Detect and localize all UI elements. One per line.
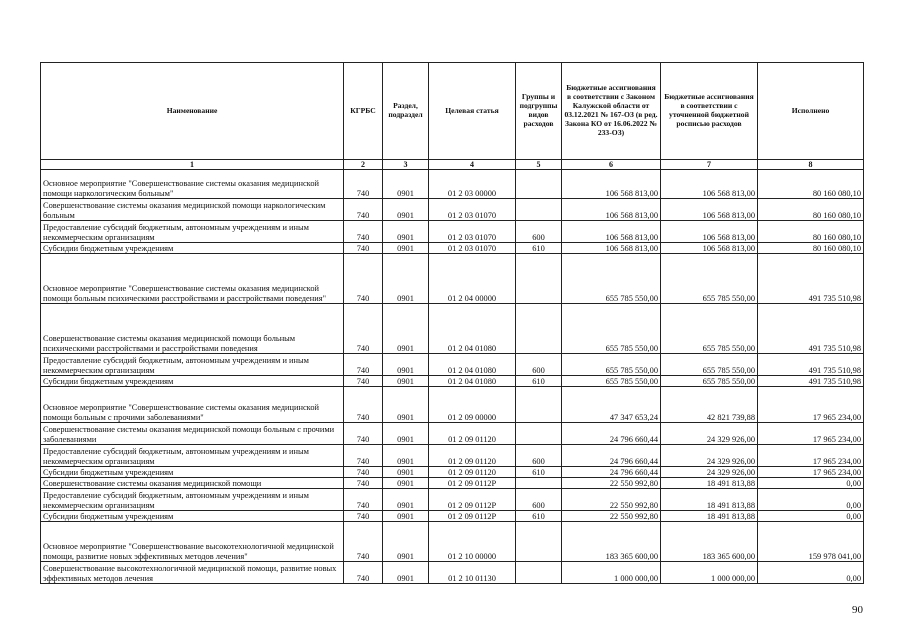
column-number: 5 bbox=[516, 160, 562, 170]
row-kgrbs: 740 bbox=[344, 376, 383, 387]
row-executed: 80 160 080,10 bbox=[758, 170, 864, 199]
row-executed: 491 735 510,98 bbox=[758, 376, 864, 387]
row-section: 0901 bbox=[383, 170, 429, 199]
header-name: Наименование bbox=[41, 63, 344, 160]
column-number-row bbox=[41, 160, 864, 170]
row-name: Совершенствование системы оказания медицинской помощи наркологическим больным bbox=[41, 199, 344, 221]
row-name: Основное мероприятие "Совершенствование системы оказания медицинской помощи наркологическим больным" bbox=[41, 170, 344, 199]
row-law-allocation: 106 568 813,00 bbox=[562, 170, 661, 199]
row-target: 01 2 09 01120 bbox=[429, 467, 516, 478]
row-target: 01 2 03 01070 bbox=[429, 221, 516, 243]
column-number: 7 bbox=[661, 160, 758, 170]
row-executed: 0,00 bbox=[758, 478, 864, 489]
row-kgrbs: 740 bbox=[344, 467, 383, 478]
row-refined-allocation: 1 000 000,00 bbox=[661, 562, 758, 584]
row-law-allocation: 24 796 660,44 bbox=[562, 445, 661, 467]
row-refined-allocation: 106 568 813,00 bbox=[661, 243, 758, 254]
row-executed: 159 978 041,00 bbox=[758, 522, 864, 562]
table-row bbox=[41, 467, 864, 478]
row-law-allocation: 24 796 660,44 bbox=[562, 423, 661, 445]
row-section: 0901 bbox=[383, 199, 429, 221]
row-target: 01 2 03 00000 bbox=[429, 170, 516, 199]
row-kgrbs: 740 bbox=[344, 478, 383, 489]
header-groups: Группы и подгруппы видов расходов bbox=[516, 63, 562, 160]
row-name: Предоставление субсидий бюджетным, автономным учреждениям и иным некоммерческим организациям bbox=[41, 221, 344, 243]
row-law-allocation: 22 550 992,80 bbox=[562, 478, 661, 489]
row-group bbox=[516, 199, 562, 221]
row-kgrbs: 740 bbox=[344, 199, 383, 221]
row-group: 600 bbox=[516, 221, 562, 243]
row-law-allocation: 47 347 653,24 bbox=[562, 387, 661, 423]
row-law-allocation: 24 796 660,44 bbox=[562, 467, 661, 478]
row-refined-allocation: 18 491 813,88 bbox=[661, 489, 758, 511]
row-kgrbs: 740 bbox=[344, 489, 383, 511]
row-kgrbs: 740 bbox=[344, 243, 383, 254]
table-row bbox=[41, 221, 864, 243]
row-name: Совершенствование системы оказания медицинской помощи больным с прочими заболеваниями bbox=[41, 423, 344, 445]
row-group: 610 bbox=[516, 467, 562, 478]
row-refined-allocation: 183 365 600,00 bbox=[661, 522, 758, 562]
row-law-allocation: 106 568 813,00 bbox=[562, 199, 661, 221]
row-section: 0901 bbox=[383, 376, 429, 387]
row-executed: 0,00 bbox=[758, 562, 864, 584]
table-row bbox=[41, 354, 864, 376]
row-group bbox=[516, 562, 562, 584]
row-target: 01 2 09 0112Р bbox=[429, 489, 516, 511]
row-name: Предоставление субсидий бюджетным, автономным учреждениям и иным некоммерческим организациям bbox=[41, 445, 344, 467]
table-body bbox=[41, 170, 864, 584]
row-law-allocation: 106 568 813,00 bbox=[562, 243, 661, 254]
row-section: 0901 bbox=[383, 445, 429, 467]
table-row bbox=[41, 304, 864, 354]
page-number: 90 bbox=[852, 604, 863, 616]
column-number: 3 bbox=[383, 160, 429, 170]
header-section: Раздел, подраздел bbox=[383, 63, 429, 160]
row-refined-allocation: 655 785 550,00 bbox=[661, 254, 758, 304]
row-section: 0901 bbox=[383, 467, 429, 478]
row-group: 610 bbox=[516, 376, 562, 387]
row-target: 01 2 09 00000 bbox=[429, 387, 516, 423]
row-group: 600 bbox=[516, 354, 562, 376]
row-section: 0901 bbox=[383, 304, 429, 354]
row-group bbox=[516, 170, 562, 199]
row-refined-allocation: 42 821 739,88 bbox=[661, 387, 758, 423]
row-refined-allocation: 655 785 550,00 bbox=[661, 304, 758, 354]
row-target: 01 2 09 0112Р bbox=[429, 478, 516, 489]
row-executed: 17 965 234,00 bbox=[758, 445, 864, 467]
column-number: 8 bbox=[758, 160, 864, 170]
row-section: 0901 bbox=[383, 354, 429, 376]
row-kgrbs: 740 bbox=[344, 170, 383, 199]
table-row bbox=[41, 387, 864, 423]
row-executed: 491 735 510,98 bbox=[758, 254, 864, 304]
header-refined-allocations: Бюджетные ассигнования в соответствии с уточненной бюджетной росписью расходов bbox=[661, 63, 758, 160]
row-target: 01 2 04 01080 bbox=[429, 304, 516, 354]
row-name: Совершенствование высокотехнологичной медицинской помощи, развитие новых эффективных методов лечения bbox=[41, 562, 344, 584]
row-section: 0901 bbox=[383, 489, 429, 511]
row-section: 0901 bbox=[383, 511, 429, 522]
table-row bbox=[41, 199, 864, 221]
row-executed: 17 965 234,00 bbox=[758, 423, 864, 445]
row-kgrbs: 740 bbox=[344, 304, 383, 354]
row-group: 610 bbox=[516, 511, 562, 522]
row-executed: 80 160 080,10 bbox=[758, 199, 864, 221]
row-name: Основное мероприятие "Совершенствование системы оказания медицинской помощи больным с прочими заболеваниями" bbox=[41, 387, 344, 423]
row-kgrbs: 740 bbox=[344, 221, 383, 243]
table-row bbox=[41, 522, 864, 562]
row-kgrbs: 740 bbox=[344, 562, 383, 584]
table-row bbox=[41, 376, 864, 387]
header-row bbox=[41, 63, 864, 160]
row-group: 600 bbox=[516, 445, 562, 467]
row-group: 600 bbox=[516, 489, 562, 511]
row-refined-allocation: 655 785 550,00 bbox=[661, 376, 758, 387]
row-refined-allocation: 106 568 813,00 bbox=[661, 199, 758, 221]
column-number: 4 bbox=[429, 160, 516, 170]
row-executed: 80 160 080,10 bbox=[758, 243, 864, 254]
row-law-allocation: 655 785 550,00 bbox=[562, 304, 661, 354]
row-refined-allocation: 106 568 813,00 bbox=[661, 170, 758, 199]
row-executed: 17 965 234,00 bbox=[758, 387, 864, 423]
row-refined-allocation: 24 329 926,00 bbox=[661, 423, 758, 445]
row-name: Совершенствование системы оказания медицинской помощи больным психическими расстройствами и расстройствами поведения bbox=[41, 304, 344, 354]
row-target: 01 2 04 01080 bbox=[429, 376, 516, 387]
header-target: Целевая статья bbox=[429, 63, 516, 160]
row-name: Совершенствование системы оказания медицинской помощи bbox=[41, 478, 344, 489]
row-refined-allocation: 106 568 813,00 bbox=[661, 221, 758, 243]
row-law-allocation: 22 550 992,80 bbox=[562, 511, 661, 522]
row-law-allocation: 22 550 992,80 bbox=[562, 489, 661, 511]
header-executed: Исполнено bbox=[758, 63, 864, 160]
row-refined-allocation: 24 329 926,00 bbox=[661, 467, 758, 478]
table-row bbox=[41, 423, 864, 445]
row-kgrbs: 740 bbox=[344, 254, 383, 304]
row-group bbox=[516, 423, 562, 445]
row-group bbox=[516, 387, 562, 423]
row-target: 01 2 09 0112Р bbox=[429, 511, 516, 522]
row-name: Основное мероприятие "Совершенствование системы оказания медицинской помощи больным психическими расстройствами и расстройствами поведения" bbox=[41, 254, 344, 304]
row-law-allocation: 106 568 813,00 bbox=[562, 221, 661, 243]
table-row bbox=[41, 243, 864, 254]
header-kgrbs: КГРБС bbox=[344, 63, 383, 160]
row-law-allocation: 655 785 550,00 bbox=[562, 376, 661, 387]
row-name: Предоставление субсидий бюджетным, автономным учреждениям и иным некоммерческим организациям bbox=[41, 489, 344, 511]
row-executed: 491 735 510,98 bbox=[758, 354, 864, 376]
row-name: Субсидии бюджетным учреждениям bbox=[41, 467, 344, 478]
row-law-allocation: 655 785 550,00 bbox=[562, 354, 661, 376]
row-kgrbs: 740 bbox=[344, 387, 383, 423]
row-refined-allocation: 655 785 550,00 bbox=[661, 354, 758, 376]
row-name: Основное мероприятие "Совершенствование высокотехнологичной медицинской помощи, развитие новых эффективных методов лечения" bbox=[41, 522, 344, 562]
row-target: 01 2 10 00000 bbox=[429, 522, 516, 562]
row-executed: 491 735 510,98 bbox=[758, 304, 864, 354]
row-group bbox=[516, 478, 562, 489]
budget-execution-table bbox=[40, 62, 864, 584]
row-target: 01 2 09 01120 bbox=[429, 423, 516, 445]
table-row bbox=[41, 445, 864, 467]
row-section: 0901 bbox=[383, 387, 429, 423]
row-executed: 80 160 080,10 bbox=[758, 221, 864, 243]
row-refined-allocation: 18 491 813,88 bbox=[661, 511, 758, 522]
row-kgrbs: 740 bbox=[344, 522, 383, 562]
table-row bbox=[41, 478, 864, 489]
column-number: 1 bbox=[41, 160, 344, 170]
header-law-allocations: Бюджетные ассигнования в соответствии с Законом Калужской области от 03.12.2021 № 167-ОЗ (в ред. Закона КО от 16.06.2022 № 233-ОЗ) bbox=[562, 63, 661, 160]
row-kgrbs: 740 bbox=[344, 423, 383, 445]
row-law-allocation: 655 785 550,00 bbox=[562, 254, 661, 304]
row-name: Субсидии бюджетным учреждениям bbox=[41, 376, 344, 387]
row-group bbox=[516, 522, 562, 562]
row-kgrbs: 740 bbox=[344, 511, 383, 522]
row-section: 0901 bbox=[383, 478, 429, 489]
table-row bbox=[41, 562, 864, 584]
row-executed: 0,00 bbox=[758, 489, 864, 511]
row-section: 0901 bbox=[383, 221, 429, 243]
row-name: Субсидии бюджетным учреждениям bbox=[41, 243, 344, 254]
row-group bbox=[516, 304, 562, 354]
row-kgrbs: 740 bbox=[344, 354, 383, 376]
row-target: 01 2 03 01070 bbox=[429, 199, 516, 221]
column-number: 6 bbox=[562, 160, 661, 170]
row-section: 0901 bbox=[383, 423, 429, 445]
row-kgrbs: 740 bbox=[344, 445, 383, 467]
row-section: 0901 bbox=[383, 254, 429, 304]
row-name: Предоставление субсидий бюджетным, автономным учреждениям и иным некоммерческим организациям bbox=[41, 354, 344, 376]
table-row bbox=[41, 254, 864, 304]
row-group: 610 bbox=[516, 243, 562, 254]
row-group bbox=[516, 254, 562, 304]
row-refined-allocation: 24 329 926,00 bbox=[661, 445, 758, 467]
row-section: 0901 bbox=[383, 562, 429, 584]
row-refined-allocation: 18 491 813,88 bbox=[661, 478, 758, 489]
row-executed: 17 965 234,00 bbox=[758, 467, 864, 478]
table-row bbox=[41, 489, 864, 511]
row-executed: 0,00 bbox=[758, 511, 864, 522]
row-target: 01 2 04 01080 bbox=[429, 354, 516, 376]
row-target: 01 2 09 01120 bbox=[429, 445, 516, 467]
row-target: 01 2 10 01130 bbox=[429, 562, 516, 584]
row-section: 0901 bbox=[383, 522, 429, 562]
row-law-allocation: 183 365 600,00 bbox=[562, 522, 661, 562]
row-law-allocation: 1 000 000,00 bbox=[562, 562, 661, 584]
row-section: 0901 bbox=[383, 243, 429, 254]
table-row bbox=[41, 511, 864, 522]
column-number: 2 bbox=[344, 160, 383, 170]
row-target: 01 2 04 00000 bbox=[429, 254, 516, 304]
row-target: 01 2 03 01070 bbox=[429, 243, 516, 254]
table-row bbox=[41, 170, 864, 199]
row-name: Субсидии бюджетным учреждениям bbox=[41, 511, 344, 522]
